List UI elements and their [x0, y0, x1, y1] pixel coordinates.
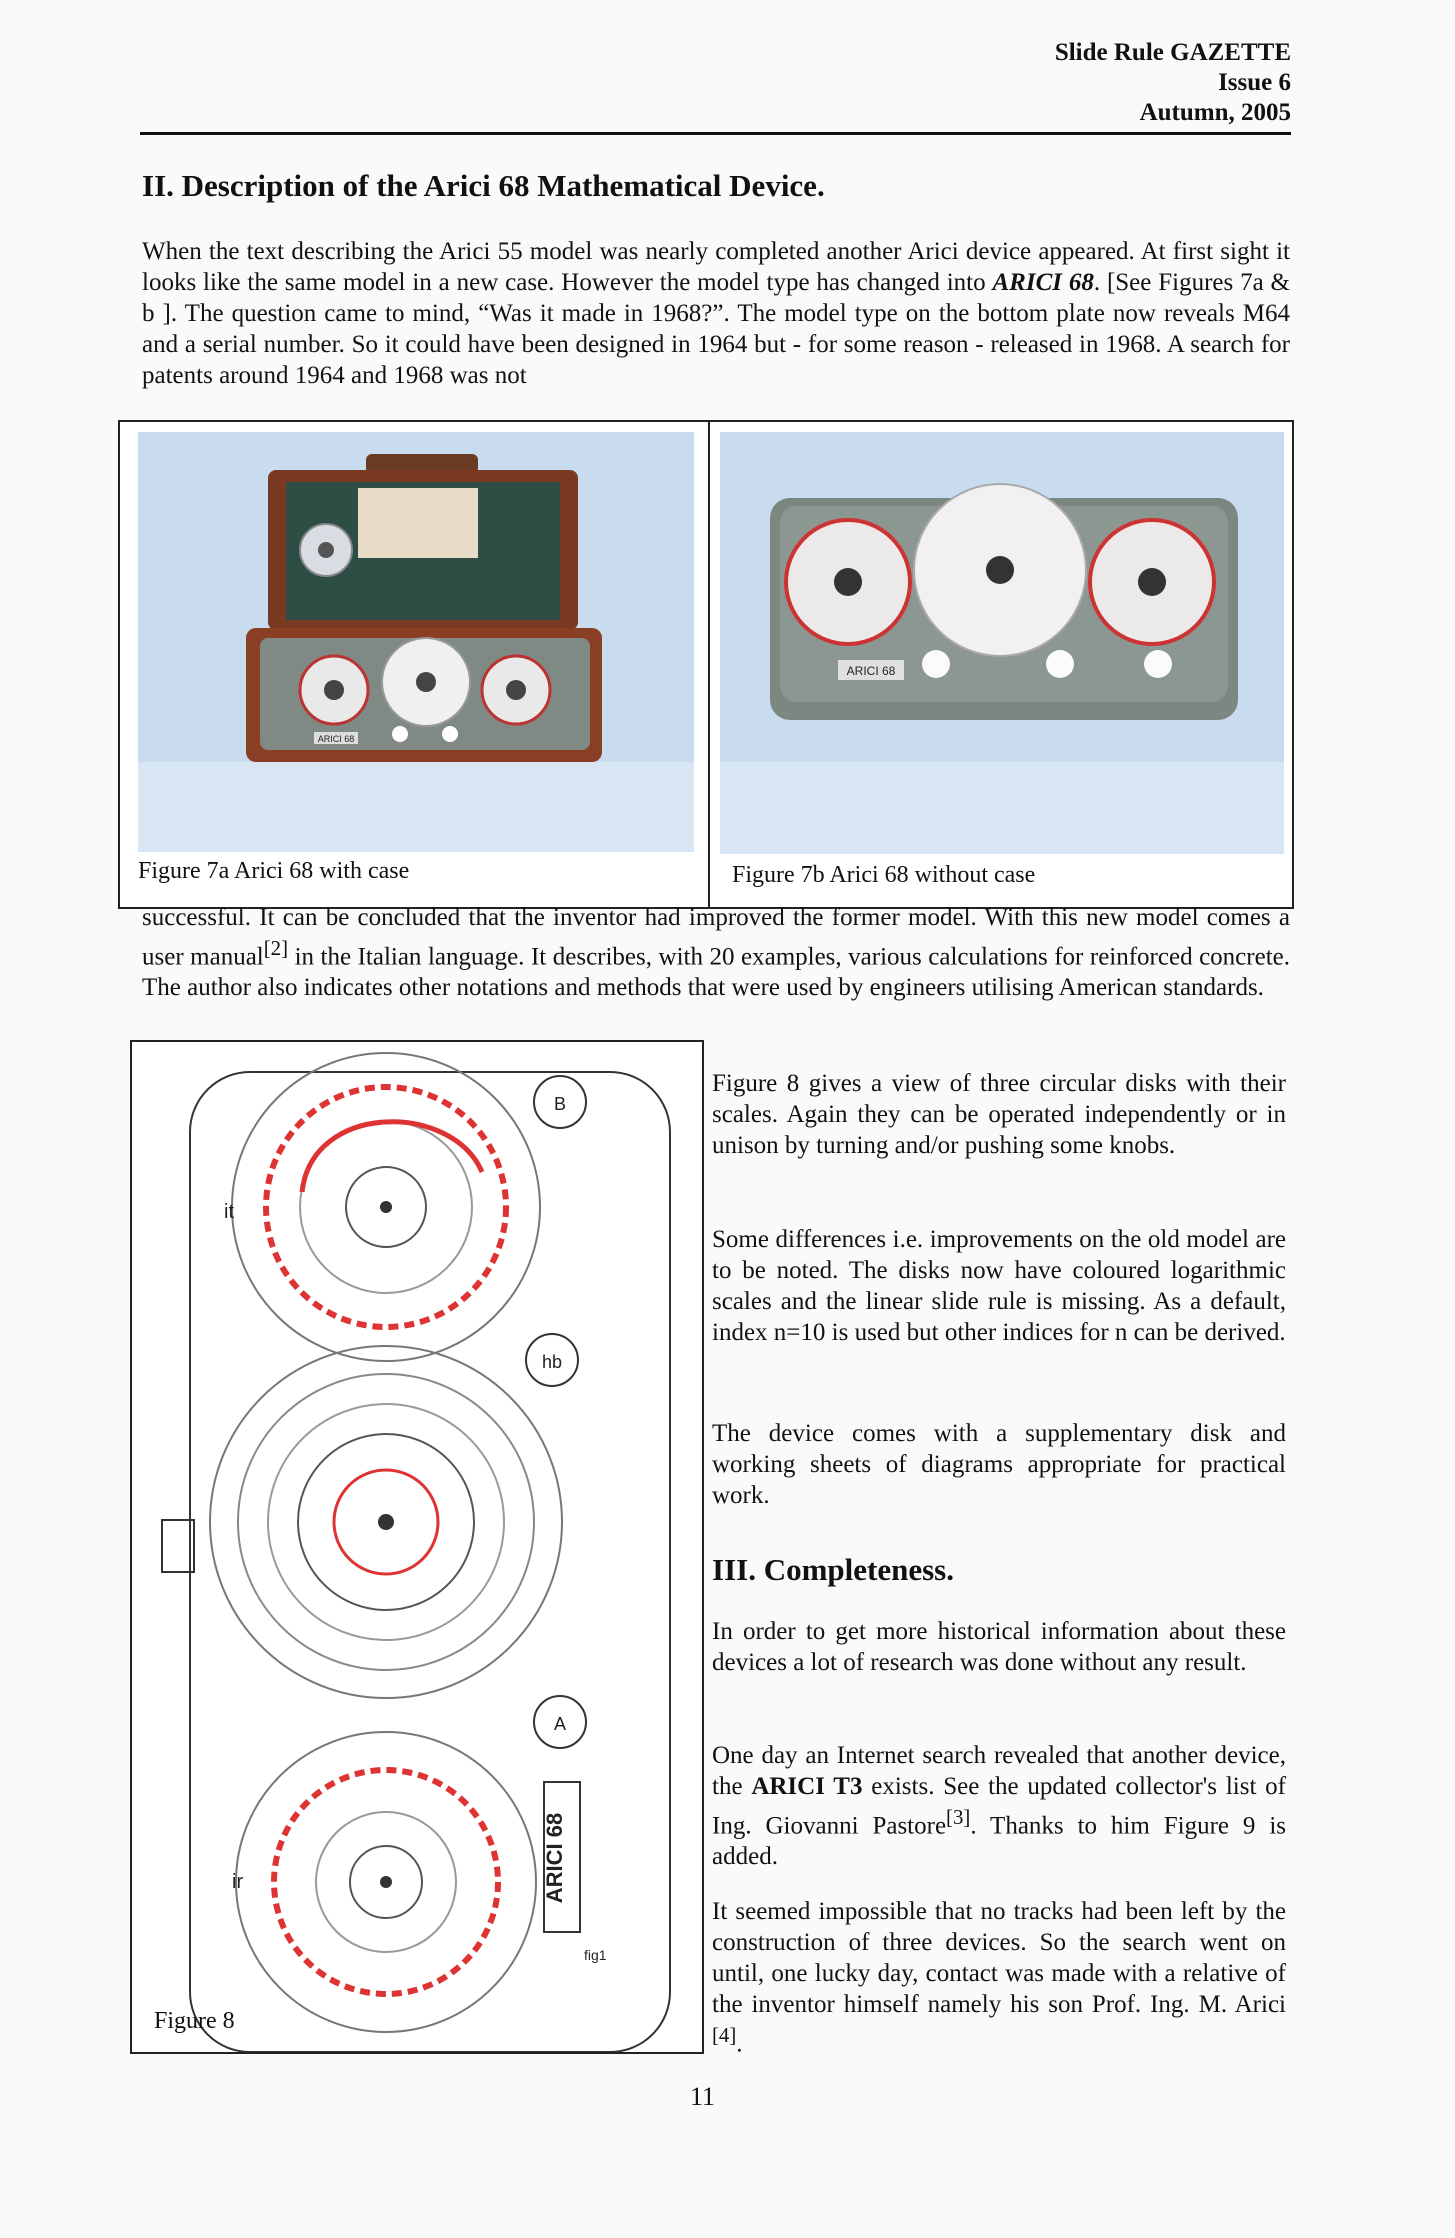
figure-7a-photo: [138, 432, 694, 852]
header-date: Autumn, 2005: [1139, 99, 1291, 126]
section-heading-description: II. Description of the Arici 68 Mathematical Device.: [142, 168, 825, 203]
figure-8-diagram: [132, 1042, 702, 2052]
device-label-fig8: ARICI 68: [542, 1812, 567, 1904]
running-header: [1055, 38, 1291, 128]
device-label-7b: ARICI 68: [846, 664, 896, 678]
paragraph-intro-text-b: . [See Figures 7a & b ]. The question came to mind, “Was it made in 1968?”. The model type on the bottom plate now reveals M64 and a serial number. So it could have been designed in 1964 but - for some reason - released in 1968. A search for patents around 1964 and 1968 was not: [142, 269, 1290, 389]
figure-7a-caption: Figure 7a Arici 68 with case: [138, 858, 410, 884]
paragraph-successful: [142, 902, 1290, 1003]
paragraph-tracks-text-a: It seemed impossible that no tracks had been left by the construction of three devices. So the search went on until, one lucky day, contact was made with a relative of the inventor himself namely his son Prof. Ing. M. Arici: [712, 1898, 1286, 2018]
arici-68-with-case-image: [138, 432, 694, 852]
figure-7b-photo: [720, 432, 1284, 854]
reference-3: [3]: [946, 1805, 971, 1829]
arici-68-without-case-image: [720, 432, 1284, 854]
knob-b-label: B: [553, 1094, 567, 1114]
page-number: 11: [690, 2082, 716, 2111]
figure-8-box: [130, 1040, 704, 2054]
knob-a-label: A: [553, 1714, 567, 1734]
paragraph-internet-search-text-b: exists. See the updated collector's list of Ing. Giovanni Pastore: [712, 1773, 1286, 1840]
paragraph-tracks-text-b: .: [736, 2030, 743, 2058]
paragraph-figure-8: Figure 8 gives a view of three circular disks with their scales. Again they can be operated independently or in unison by turning and/or pushing some knobs.: [712, 1070, 1286, 1159]
model-name-emphasis: ARICI 68: [992, 269, 1094, 296]
scale-label-ir: ir: [232, 1871, 244, 1893]
section-heading-completeness: III. Completeness.: [712, 1552, 954, 1587]
scale-label-it: it: [224, 1201, 234, 1223]
paragraph-internet-search-text-c: . Thanks to him Figure 9 is added.: [712, 1812, 1286, 1871]
figure-8-caption: Figure 8: [154, 2008, 235, 2034]
figure-7b-caption: Figure 7b Arici 68 without case: [732, 862, 1036, 888]
device-label-7a: ARICI 68: [317, 734, 355, 744]
paragraph-successful-text-a: successful. It can be concluded that the inventor had improved the former model. With this new model comes a user manual: [142, 904, 1290, 971]
reference-4: [4]: [712, 2023, 737, 2047]
header-issue: Issue 6: [1218, 69, 1291, 96]
paragraph-tracks: [712, 1896, 1286, 2059]
paragraph-differences: Some differences i.e. improvements on the old model are to be noted. The disks now have coloured logarithmic scales and the linear slide rule is missing. As a default, index n=10 is used but other indices for n can be derived.: [712, 1226, 1286, 1346]
header-title: Slide Rule GAZETTE: [1054, 39, 1291, 66]
paragraph-internet-search-text-a: One day an Internet search revealed that another device, the: [712, 1742, 1286, 1800]
paragraph-supplementary: The device comes with a supplementary disk and working sheets of diagrams appropriate for practical work.: [712, 1420, 1286, 1509]
reference-2: [2]: [263, 936, 289, 960]
paragraph-successful-text-b: in the Italian language. It describes, with 20 examples, various calculations for reinforced concrete. The author also indicates other notations and methods that were used by engineers utilising American standards.: [142, 943, 1290, 1002]
header-rule: [140, 132, 1291, 135]
knob-hb-label: hb: [541, 1352, 563, 1372]
paragraph-research: In order to get more historical information about these devices a lot of research was done without any result.: [712, 1618, 1286, 1676]
fig1-label: fig1: [584, 1947, 607, 1963]
arici-t3-name: ARICI T3: [751, 1773, 863, 1800]
paragraph-internet-search: [712, 1740, 1286, 1872]
paragraph-intro-text-a: When the text describing the Arici 55 model was nearly completed another Arici device appeared. At first sight it looks like the same model in a new case. However the model type has changed into: [142, 238, 1290, 296]
paragraph-intro: [142, 236, 1290, 391]
figure-7-divider: [708, 422, 710, 907]
figure-7-box: [118, 420, 1294, 909]
